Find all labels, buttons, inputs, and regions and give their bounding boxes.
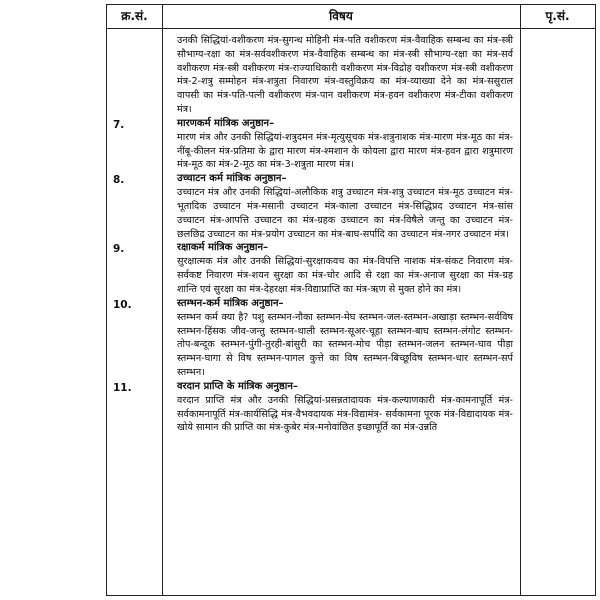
section-7 [113, 117, 513, 172]
header-serial-number: क्र.सं. [121, 9, 148, 23]
section-number: 9. [113, 243, 125, 256]
section-8 [113, 172, 513, 241]
header-subject: विषय [329, 9, 353, 23]
section-title: उच्चाटन कर्म मांत्रिक अनुष्ठान– [177, 173, 287, 185]
contents-table [106, 4, 596, 596]
table-header-row [107, 5, 595, 29]
section-title: स्तम्भन-कर्म मांत्रिक अनुष्ठान– [177, 297, 284, 309]
section-title: मारणकर्म मांत्रिक अनुष्ठान– [177, 117, 275, 129]
section-number: 10. [113, 298, 132, 311]
section-text: उच्चाटन मंत्र और उनकी सिद्धियां-अलौकिक शत्रु उच्चाटन मंत्र-शत्रु उच्चाटन मंत्र-मूठ उच्चाटन मंत्र-भूतादिक उच्चाटन मंत्र-मसानी उच्चाटन मंत्र-काला उच्चाटन मंत्र-सिद्धिप्रद उच्चाटन मंत्र-सांस उच्चाटन मंत्र-आपत्ति उच्चाटन का मंत्र-ग्रहक उच्चाटन का मंत्र-विषैले जन्तु का उच्चाटन मंत्र-छलछिद्र उच्चाटन का मंत्र-प्रयोग उच्चाटन का मंत्र-बाघ-सर्पादि का उच्चाटन मंत्र-नगर उच्चाटन मंत्र। [177, 187, 513, 240]
section-11 [113, 380, 513, 435]
section-title: रक्षाकर्म मांत्रिक अनुष्ठान– [177, 242, 269, 254]
section-number: 7. [113, 118, 125, 131]
section-number: 11. [113, 381, 132, 394]
section-text: वरदान प्राप्ति मंत्र और उनकी सिद्धियां-प्रसन्नतादायक मंत्र-कल्याणकारी मंत्र-कामनापूर्ति मंत्र-सर्वकामनापूर्ति मंत्र-कार्यसिद्धि मंत्र-वैभवदायक मंत्र-विद्यामंत्र- सर्वकामना पूरक मंत्र-विद्यादायक मंत्र-खोये सामान की प्राप्ति का मंत्र-कुबेर मंत्र-मनोवांछित इच्छापूर्ति का मंत्र-उन्नति [177, 394, 513, 434]
intro-paragraph: उनकी सिद्धियां-वशीकरण मंत्र-सुगन्ध मोहिनी मंत्र-पति वशीकरण मंत्र-वैवाहिक सम्बन्ध का मंत्र-स्त्री सौभाग्य-रक्षा का मंत्र-सर्ववशीकरण मंत्र-वैवाहिक सम्बन्ध का मंत्र-स्त्री सौभाग्य-रक्षा का मंत्र-सर्व वशीकरण मंत्र-स्त्री वशीकरण मंत्र-राज्याधिकारी वशीकरण मंत्र-विद्रोह वशीकरण मंत्र-स्त्री वशीकरण मंत्र-2-शत्रु सम्मोहन मंत्र-शत्रुता निवारण मंत्र-वस्तुविक्रय का मंत्र-व्याख्या देने का मंत्र-ससुराल वापसी का मंत्र-पति-पत्नी वशीकरण मंत्र-पान वशीकरण मंत्र-हवन वशीकरण मंत्र-टीका वशीकरण मंत्र। [177, 35, 513, 115]
section-text: सुरक्षात्मक मंत्र और उनकी सिद्धियां-सुरक्षाकवच का मंत्र-विपत्ति नाशक मंत्र-संकट निवारण मंत्र-सर्वकष्ट निवारण मंत्र-शयन सुरक्षा का मंत्र-चोर आदि से रक्षा का मंत्र-अनाज सुरक्षा का मंत्र-ग्रह शान्ति एवं सुरक्षा का मंत्र-देहरक्षा मंत्र-विद्याप्राप्ति का मंत्र-ऋण से मुक्त होने का मंत्र। [177, 256, 513, 295]
section-text: मारण मंत्र और उनकी सिद्धियां-शत्रुदमन मंत्र-मृत्युसूचक मंत्र-शत्रुनाशक मंत्र-मारण मंत्र-मूठ का मंत्र-नींबू-कीलन मंत्र-प्रतिमा के द्वारा मारण मंत्र-श्मशान के कोयला द्वारा मारण मंत्र-हवन द्वारा शत्रुमारण मंत्र-मूठ का मंत्र-2-मूठ का मंत्र-3-शत्रुता मारण मंत्र। [177, 131, 513, 171]
subject-column [113, 34, 513, 435]
table-body [107, 29, 595, 595]
section-number: 8. [113, 174, 125, 187]
section-title: वरदान प्राप्ति के मांत्रिक अनुष्ठान– [177, 380, 298, 392]
header-page-number: पृ.सं. [545, 9, 570, 23]
section-text: स्तम्भन कर्म क्या है? पशु स्तम्भन-नौका स्तम्भन-मेघ स्तम्भन-जल-स्तम्भन-अखाड़ा स्तम्भन-सर्वविष स्तम्भन-हिंसक जीव-जन्तु स्तम्भन-थाली स्तम्भन-सूअर-चूहा स्तम्भन-बाघ स्तम्भन-लंगोट स्तम्भन-तोप-बन्दूक स्तम्भन-पुंगी-तुरही-बांसुरी का स्तम्भन-मोच पीड़ा स्तम्भन-जलन स्तम्भन-घाव पीड़ा स्तम्भन-घागा से विष स्तम्भन-पागल कुत्ते का विष स्तम्भन-बिच्छूविष स्तम्भन-धार स्तम्भन-सर्प स्तम्भन। [177, 311, 513, 378]
section-10 [113, 297, 513, 380]
section-9 [113, 241, 513, 296]
